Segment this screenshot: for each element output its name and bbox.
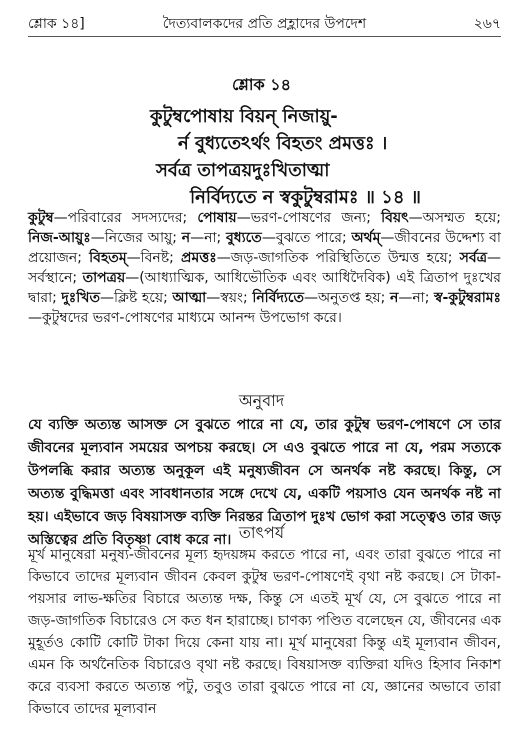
synonym-meaning: —পরিবারের সদস্যদের; [53,210,198,226]
synonym-word: দুঃখিত [61,290,100,306]
synonym-meaning: —না; [190,230,226,246]
synonym-word: ন [389,290,399,306]
word-meanings [28,208,501,328]
synonym-word: প্রমত্তঃ [181,250,217,266]
synonym-word: অর্থম্ [351,230,381,246]
synonym-word: আত্মা [172,290,207,306]
synonym-word: পোষায় [197,210,237,226]
purport-text: মূর্খ মানুষেরা মনুষ্য-জীবনের মূল্য হৃদয়ঙ্গম করতে পারে না, এবং তারা বুঝতে পারে না কিভাবে তাদের মূল্যবান জীবন কেবল কুটুম্ব ভরণ-পোষণেই বৃথা নষ্ট করছে। সে টাকা-পয়সার লাভ-ক্ষতির বিচারে অত্যন্ত দক্ষ, কিন্তু সে এতই মূর্খ যে, সে বুঝতে পারে না জড়-জাগতিক বিচারেও সে কত ধন হারাচ্ছে। চাণক্য পণ্ডিত বলেছেন যে, জীবনের এক মুহূর্তও কোটি কোটি টাকা দিয়ে কেনা যায় না। মূর্খ মানুষেরা কিন্তু এই মূল্যবান জীবন, এমন কি অর্থনৈতিক বিচারেও বৃথা নষ্ট করছে। বিষয়াসক্ত ব্যক্তিরা যদিও হিসাব নিকাশ করে ব্যবসা করতে অত্যন্ত পটু, তবুও তারা বুঝতে পারে না যে, জ্ঞানের অভাবে তারা কিভাবে তাদের মূল্যবান [28,547,501,717]
synonym-word: কুটুম্ব [28,210,54,226]
synonym-meaning: —না; [398,290,434,306]
synonym-word: বিহতম্ [89,250,127,266]
synonym-meaning: —(আধ্যাত্মিক, আধিভৌতিক এবং আধিদৈবিক) এই ত্রিতাপ দুঃখের দ্বারা; [28,270,501,306]
translation-heading: অনুবাদ [238,391,285,410]
synonym-word: নিজ-আয়ুঃ [28,230,91,246]
translation-text: যে ব্যক্তি অত্যন্ত আসক্ত সে বুঝতে পারে না যে, তার কুটুম্ব ভরণ-পোষণে সে তার জীবনের মূল্যবান সময়ের অপচয় করছে। সে এও বুঝতে পারে না যে, পরম সত্যকে উপলব্ধি করার অত্যন্ত অনুকূল এই মনুষ্যজীবন সে অনর্থক নষ্ট করছে। কিন্তু, সে অত্যন্ত বুদ্ধিমত্তা এবং সাবধানতার সঙ্গে দেখে যে, একটি পয়সাও যেন অনর্থক নষ্ট না হয়। এইভাবে জড় বিষয়াসক্ত ব্যক্তি নিরন্তর ত্রিতাপ দুঃখ ভোগ করা সত্ত্বেও তার জড় অস্তিত্বের প্রতি বিতৃষ্ণা বোধ করে না। [28,417,501,548]
synonym-meaning: —স্বয়ং; [206,290,253,306]
verse-line: কুটুম্বপোষায় বিয়ন্ নিজায়ু- [150,106,338,127]
synonym-meaning: —অসম্মত হয়ে; [408,210,501,226]
synonym-meaning: —জড়-জাগতিক পরিস্থিতিতে উন্মত্ত হয়ে; [216,250,460,266]
header-verse-ref: শ্লোক ১৪] [28,16,85,32]
synonym-meaning: —বিনষ্ট; [126,250,182,266]
header-divider [28,36,501,37]
verse-line: র্ন বুধ্যতেঽর্থং বিহতং প্রমত্তঃ । [178,133,388,154]
synonym-word: তাপত্রয় [82,270,126,286]
synonym-meaning: —নিজের আয়ু; [90,230,182,246]
running-header [28,12,501,34]
synonym-word: নির্বিদ্যতে [252,290,305,306]
synonym-meaning: —ক্লিষ্ট হয়ে; [99,290,173,306]
synonym-word: বিয়ৎ [381,210,409,226]
purport-heading: তাৎপর্য [238,523,285,542]
header-chapter-title: দৈত্যবালকদের প্রতি প্রহ্লাদের উপদেশ [162,16,367,32]
synonym-meaning: —জীবনের উদ্দেশ্য বা প্রয়োজন; [28,230,501,266]
synonym-meaning: —অনুতপ্ত হয়; [304,290,390,306]
synonym-meaning: —কুটুম্বদের ভরণ-পোষণের মাধ্যমে আনন্দ উপভোগ করে। [28,310,342,326]
synonym-meaning: —বুঝতে পারে; [261,230,352,246]
synonym-meaning: —সর্বস্থানে; [28,250,501,286]
synonym-word: সর্বত্র [459,250,487,266]
verse-line: নির্বিদ্যতে ন স্বকুটুম্বরামঃ ॥ ১৪ ॥ [190,187,421,208]
verse-block [0,72,523,211]
synonym-meaning: —ভরণ-পোষণের জন্য; [236,210,382,226]
page-number: ২৬৭ [473,16,501,32]
verse-label: শ্লোক ১৪ [231,75,292,94]
synonym-word: ন [181,230,191,246]
verse-line: সর্বত্র তাপত্রয়দুঃখিতাত্মা [156,160,330,181]
synonym-word: বুধ্যতে [225,230,262,246]
synonym-word: স্ব-কুটুম্বরামঃ [434,290,501,306]
